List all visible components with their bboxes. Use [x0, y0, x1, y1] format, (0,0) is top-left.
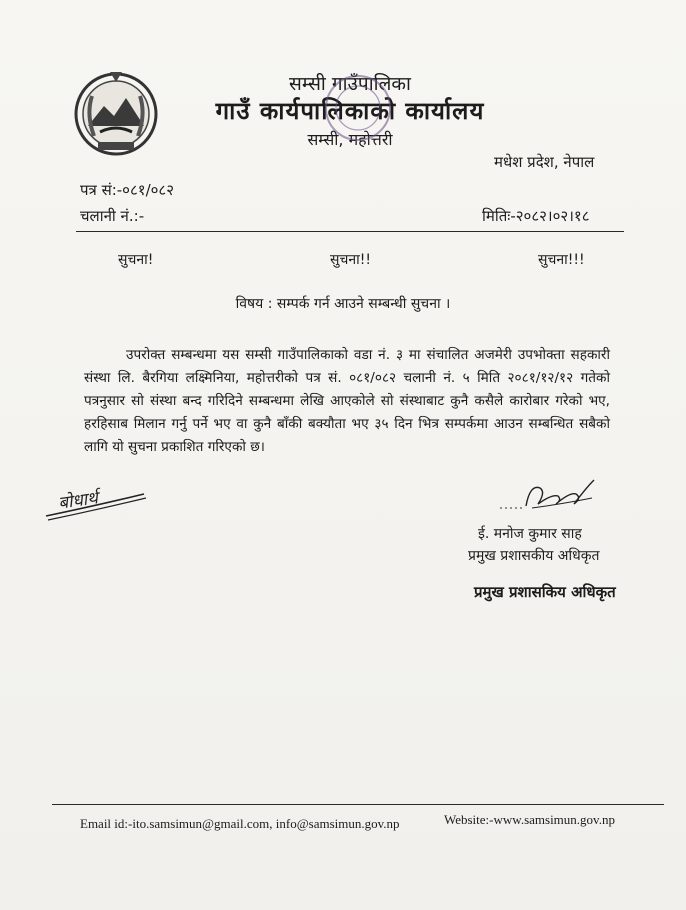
- footer-website: Website:-www.samsimun.gov.np: [444, 812, 615, 827]
- footer-divider: [52, 804, 664, 805]
- nepal-emblem-icon: [70, 66, 162, 158]
- notice-heading-1: सुचना!: [118, 252, 154, 268]
- copy-mark: [44, 486, 148, 522]
- office-location: सम्सी, महोत्तरी: [307, 130, 393, 149]
- header-divider: [76, 231, 624, 232]
- letter-reference-number: पत्र सं:-०८१/०८२: [80, 181, 175, 199]
- notice-heading-2: सुचना!!: [330, 252, 371, 268]
- signer-title: प्रमुख प्रशासकीय अधिकृत: [468, 548, 600, 564]
- letter-body: उपरोक्त सम्बन्धमा यस सम्सी गाउँपालिकाको वडा नं. ३ मा संचालित अजमेरी उपभोक्ता सहकारी संस्था लि. बैरगिया लक्ष्मिनिया, महोत्तरीको पत्र सं. ०८१/०८२ चलानी नं. ५ मिति २०८१/१२/१२ गतेको पत्रनुसार सो संस्था बन्द गरिदिने सम्बन्धमा लेखि आएकोले सो संस्थाबाट कुनै कसैले कारोबार गरेको भए, हरहिसाब मिलान गर्नु पर्ने भए वा कुनै बाँकी बक्यौता भए ३५ दिन भित्र सम्पर्कमा आउन सम्बन्धित सबैको लागि यो सुचना प्रकाशित गरिएको छ।: [84, 347, 610, 455]
- handwritten-signature: [496, 474, 600, 514]
- notice-heading-3: सुचना!!!: [538, 252, 585, 268]
- signer-name: ई. मनोज कुमार साह: [478, 526, 582, 542]
- office-name: गाउँ कार्यपालिकाको कार्यालय: [215, 97, 485, 125]
- letter-date: मितिः-२०८२।०२।१८: [482, 207, 590, 225]
- copy-mark-text: बोधार्थ: [57, 488, 100, 514]
- municipality-name: सम्सी गाउँपालिका: [289, 73, 411, 95]
- dispatch-number: चलानी नं.:-: [80, 207, 145, 225]
- province-line: मधेश प्रदेश, नेपाल: [494, 153, 595, 171]
- signer-stamp: प्रमुख प्रशासकिय अधिकृत: [474, 583, 616, 601]
- footer-email: Email id:-ito.samsimun@gmail.com, info@samsimun.gov.np: [80, 816, 400, 831]
- office-seal-icon: [322, 72, 394, 144]
- letter-subject: विषय : सम्पर्क गर्न आउने सम्बन्धी सुचना ।: [235, 296, 451, 312]
